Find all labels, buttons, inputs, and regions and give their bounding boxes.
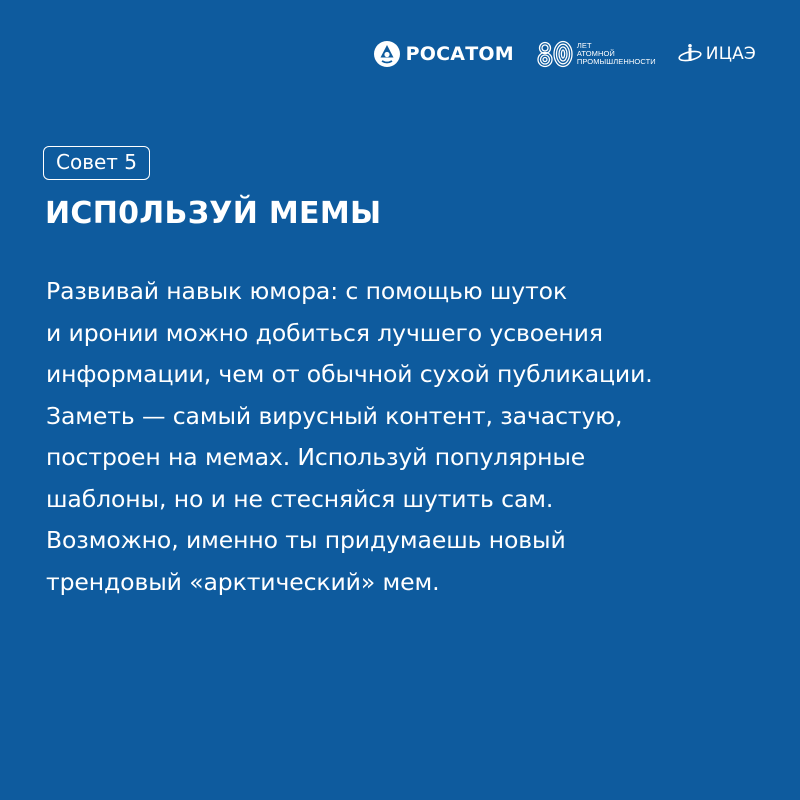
body-text-line: информации, чем от обычной сухой публикации. [46,360,653,388]
body-text-line: трендовый «арктический» мем. [46,567,440,596]
icae-atom-icon [678,43,704,65]
body-text-line: шаблоны, но и не стесняйся шутить сам. [46,484,554,513]
body-text-line: и иронии можно добиться лучшего усвоения [46,318,603,347]
tip-title: ИСП0ЛЬЗУЙ МЕМЫ [45,196,382,231]
body-text-line: Возможно, именно ты придумаешь новый [46,526,566,554]
body-text-line: построен на мемах. Используй популярные [46,443,586,471]
anniversary-caption [577,42,656,66]
rosatom-wordmark: РОСАТОМ [405,43,514,65]
anniversary-80-logo [536,40,656,68]
anniversary-line: ЛЕТ [576,41,592,50]
rosatom-atom-icon [373,40,401,68]
body-text-line: Заметь — самый вирусный контент, зачастую, [46,401,623,430]
body-text-line: Развивай навык юмора: с помощью шуток [46,277,568,305]
rosatom-logo [373,40,514,68]
tip-body-text [46,271,653,603]
icae-logo [678,43,756,65]
tip-number-badge: Совет 5 [43,146,150,180]
icae-wordmark: ИЦАЭ [705,44,756,64]
anniversary-line: АТОМНОЙ [576,49,615,58]
partner-logos [373,36,756,72]
anniversary-line: ПРОМЫШЛЕННОСТИ [576,57,656,66]
anniversary-80-icon [536,40,574,68]
